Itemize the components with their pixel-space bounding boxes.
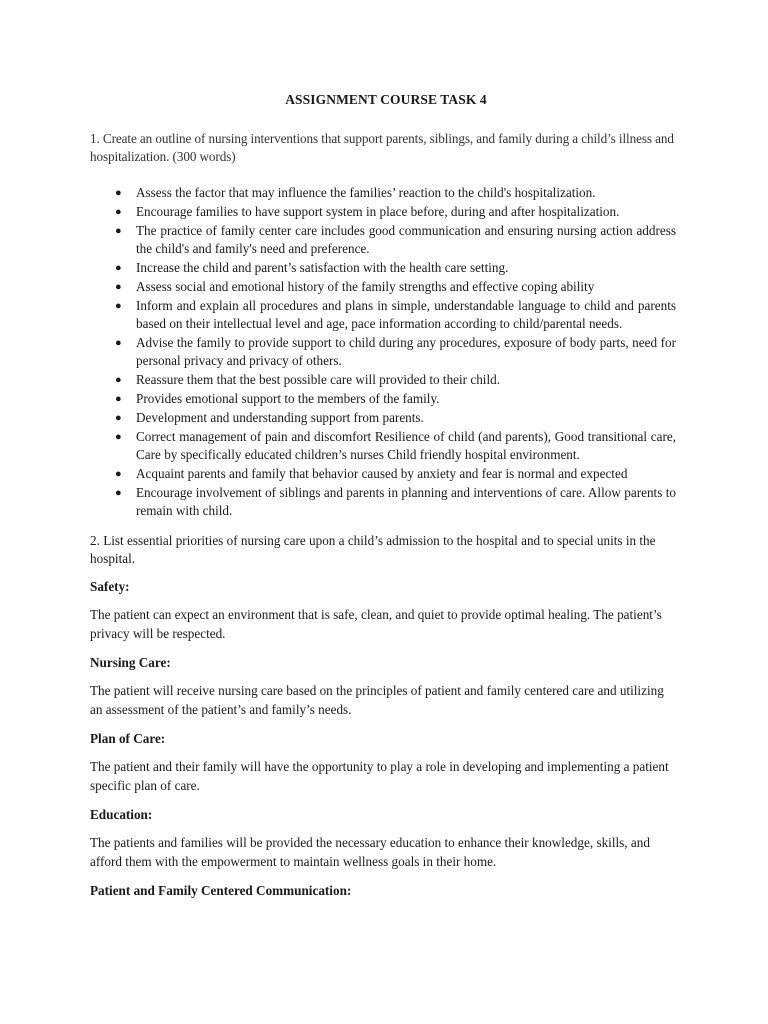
list-item bbox=[90, 222, 676, 258]
bullet-icon: ● bbox=[115, 337, 122, 349]
list-item bbox=[90, 484, 676, 520]
bullet-icon: ● bbox=[115, 300, 122, 312]
section-heading-nursing-care: Nursing Care: bbox=[90, 655, 171, 670]
list-item bbox=[90, 278, 676, 296]
intervention-list bbox=[90, 184, 676, 520]
list-item bbox=[90, 465, 676, 483]
list-item-text: The practice of family center care includes good communication and ensuring nursing action address the child's and family's need and preference. bbox=[136, 223, 676, 256]
list-item-text: Acquaint parents and family that behavior caused by anxiety and fear is normal and expected bbox=[136, 466, 628, 481]
bullet-icon: ● bbox=[115, 262, 122, 274]
section-heading-communication: Patient and Family Centered Communication: bbox=[90, 883, 352, 898]
question-1: 1. Create an outline of nursing interventions that support parents, siblings, and family during a child’s illness and hospitalization. (300 words) bbox=[90, 131, 674, 164]
bullet-icon: ● bbox=[115, 412, 122, 424]
document-title: ASSIGNMENT COURSE TASK 4 bbox=[285, 92, 487, 107]
list-item bbox=[90, 428, 676, 464]
section-heading-plan-of-care: Plan of Care: bbox=[90, 731, 166, 746]
bullet-icon: ● bbox=[115, 187, 122, 199]
section-heading-education: Education: bbox=[90, 807, 153, 822]
bullet-icon: ● bbox=[115, 393, 122, 405]
bullet-icon: ● bbox=[115, 468, 122, 480]
section-heading-safety: Safety: bbox=[90, 579, 130, 594]
list-item-text: Development and understanding support from parents. bbox=[136, 410, 424, 425]
bullet-icon: ● bbox=[115, 206, 122, 218]
bullet-icon: ● bbox=[115, 374, 122, 386]
bullet-icon: ● bbox=[115, 281, 122, 293]
list-item bbox=[90, 409, 676, 427]
list-item bbox=[90, 184, 676, 202]
bullet-icon: ● bbox=[115, 225, 122, 237]
list-item bbox=[90, 390, 676, 408]
list-item-text: Encourage families to have support system in place before, during and after hospitalization. bbox=[136, 204, 620, 219]
list-item-text: Provides emotional support to the members of the family. bbox=[136, 391, 440, 406]
question-2: 2. List essential priorities of nursing care upon a child’s admission to the hospital and to special units in the hospital. bbox=[90, 533, 656, 566]
section-text-nursing-care: The patient will receive nursing care based on the principles of patient and family centered care and utilizing an assessment of the patient’s and family’s needs. bbox=[90, 683, 664, 717]
list-item bbox=[90, 259, 676, 277]
list-item-text: Reassure them that the best possible care will provided to their child. bbox=[136, 372, 501, 387]
list-item-text: Assess the factor that may influence the families’ reaction to the child's hospitalization. bbox=[136, 185, 596, 200]
list-item bbox=[90, 297, 676, 333]
list-item-text: Correct management of pain and discomfort Resilience of child (and parents), Good transitional care, Care by specifically educated children’s nurses Child friendly hospital environment. bbox=[136, 429, 676, 462]
list-item-text: Encourage involvement of siblings and parents in planning and interventions of care. Allow parents to remain with child. bbox=[136, 485, 676, 518]
list-item bbox=[90, 371, 676, 389]
list-item bbox=[90, 203, 676, 221]
list-item-text: Inform and explain all procedures and plans in simple, understandable language to child and parents based on their intellectual level and age, pace information according to child/parental needs. bbox=[136, 298, 676, 331]
section-text-plan-of-care: The patient and their family will have the opportunity to play a role in developing and implementing a patient specific plan of care. bbox=[90, 759, 669, 793]
list-item-text: Advise the family to provide support to child during any procedures, exposure of body parts, need for personal privacy and privacy of others. bbox=[136, 335, 676, 368]
list-item-text: Assess social and emotional history of the family strengths and effective coping ability bbox=[136, 279, 595, 294]
list-item-text: Increase the child and parent’s satisfaction with the health care setting. bbox=[136, 260, 509, 275]
list-item bbox=[90, 334, 676, 370]
section-text-safety: The patient can expect an environment that is safe, clean, and quiet to provide optimal healing. The patient’s privacy will be respected. bbox=[90, 607, 662, 641]
bullet-icon: ● bbox=[115, 431, 122, 443]
section-text-education: The patients and families will be provided the necessary education to enhance their knowledge, skills, and afford them with the empowerment to maintain wellness goals in their home. bbox=[90, 835, 650, 869]
bullet-icon: ● bbox=[115, 487, 122, 499]
